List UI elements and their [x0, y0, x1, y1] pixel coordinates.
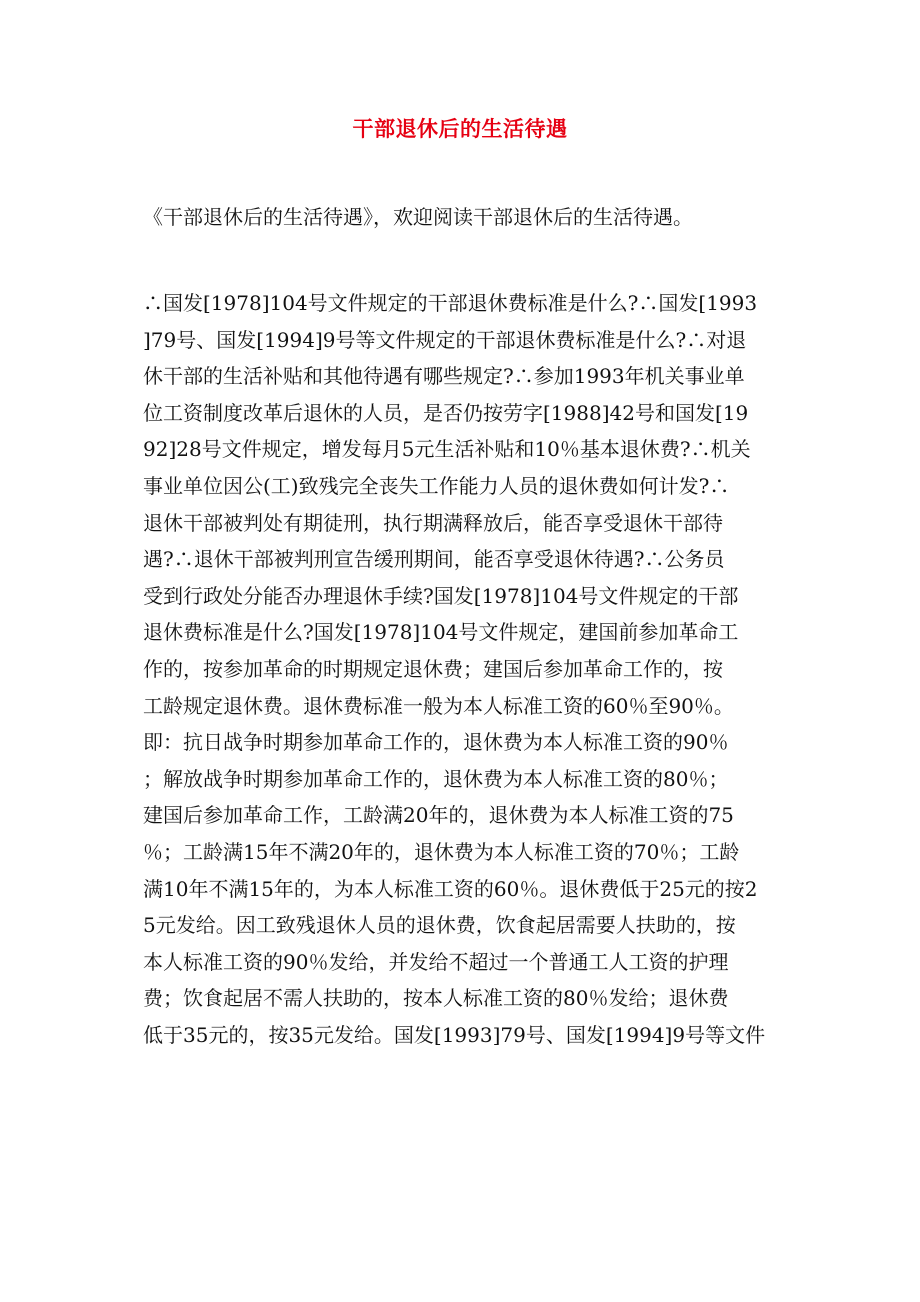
page-title: 干部退休后的生活待遇 — [352, 116, 568, 141]
body-paragraph — [143, 285, 783, 1053]
body-line: ％；工龄满15年不满20年的，退休费为本人标准工资的70％；工龄 — [143, 839, 740, 864]
body-line: 休干部的生活补贴和其他待遇有哪些规定?∴参加1993年机关事业单 — [143, 364, 745, 389]
body-line: 作的，按参加革命的时期规定退休费；建国后参加革命工作的，按 — [143, 656, 723, 681]
body-line: 退休干部被判处有期徒刑，执行期满释放后，能否享受退休干部待 — [143, 510, 723, 535]
body-line: 受到行政处分能否办理退休手续?国发[1978]104号文件规定的干部 — [143, 583, 739, 608]
body-line: 遇?∴退休干部被判刑宣告缓刑期间，能否享受退休待遇?∴公务员 — [143, 547, 725, 572]
body-line: ∴国发[1978]104号文件规定的干部退休费标准是什么?∴国发[1993 — [143, 291, 758, 315]
body-line: 92]28号文件规定，增发每月5元生活补贴和10％基本退休费?∴机关 — [143, 437, 751, 462]
body-line: 费；饮食起居不需人扶助的，按本人标准工资的80％发给；退休费 — [143, 986, 729, 1011]
body-line: 5元发给。因工致残退休人员的退休费，饮食起居需要人扶助的，按 — [143, 913, 736, 938]
body-line: 位工资制度改革后退休的人员，是否仍按劳字[1988]42号和国发[19 — [143, 400, 749, 425]
body-line: 工龄规定退休费。退休费标准一般为本人标准工资的60％至90％。 — [143, 693, 734, 718]
body-line: ]79号、国发[1994]9号等文件规定的干部退休费标准是什么?∴对退 — [143, 327, 747, 352]
body-line: ；解放战争时期参加革命工作的，退休费为本人标准工资的80％； — [143, 766, 729, 791]
body-line: 低于35元的，按35元发给。国发[1993]79号、国发[1994]9号等文件 — [143, 1022, 766, 1047]
body-line: 退休费标准是什么?国发[1978]104号文件规定，建国前参加革命工 — [143, 620, 739, 645]
body-line: 建国后参加革命工作，工龄满20年的，退休费为本人标准工资的75 — [143, 803, 734, 828]
body-line: 本人标准工资的90％发给，并发给不超过一个普通工人工资的护理 — [143, 949, 729, 974]
intro-paragraph: 《干部退休后的生活待遇》，欢迎阅读干部退休后的生活待遇。 — [143, 205, 693, 229]
body-line: 即：抗日战争时期参加革命工作的，退休费为本人标准工资的90％ — [143, 730, 729, 755]
body-line: 满10年不满15年的，为本人标准工资的60％。退休费低于25元的按2 — [143, 876, 758, 901]
body-line: 事业单位因公(工)致残完全丧失工作能力人员的退休费如何计发?∴ — [143, 473, 730, 498]
